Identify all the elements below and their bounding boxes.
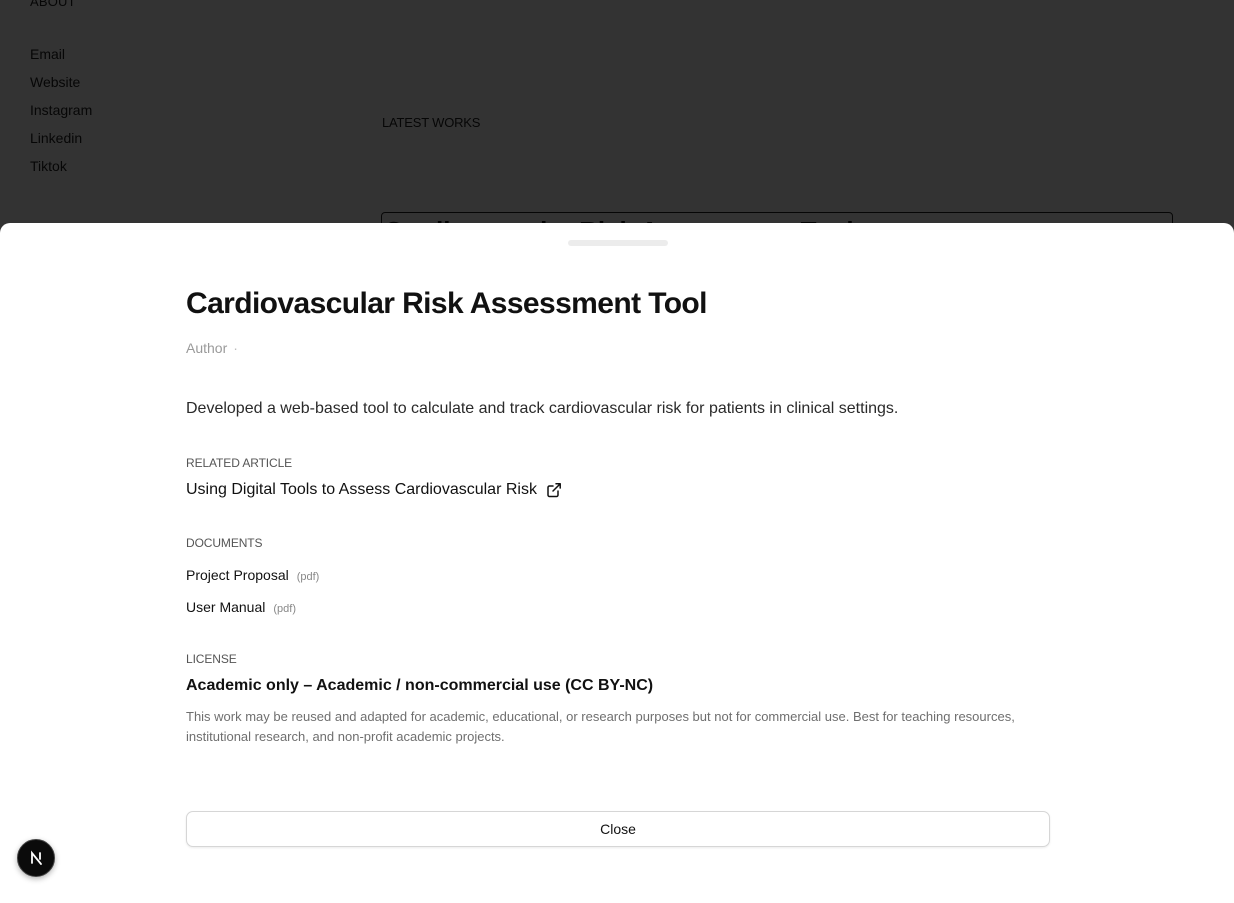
related-article-link[interactable] (186, 481, 562, 499)
document-item[interactable] (186, 599, 296, 615)
document-type: (pdf) (273, 603, 296, 615)
license-description: This work may be reused and adapted for academic, educational, or research purposes but not for commercial use. Best for teaching resources, institutional research, and non-profit academic projects. (186, 709, 1015, 744)
drag-handle[interactable] (568, 240, 668, 246)
document-name: Project Proposal (186, 567, 289, 583)
license-label: LICENSE (186, 652, 237, 666)
author-label: Author (186, 340, 228, 356)
document-type: (pdf) (296, 571, 320, 583)
license-name: Academic only – Academic / non-commercial use (CC BY-NC) (186, 677, 654, 694)
nextjs-logo-icon[interactable] (17, 839, 55, 877)
documents-label: DOCUMENTS (186, 536, 263, 550)
project-title: Cardiovascular Risk Assessment Tool (186, 287, 707, 320)
document-name: User Manual (186, 599, 266, 615)
document-item[interactable] (186, 567, 319, 583)
close-button[interactable]: Close (186, 811, 1050, 847)
project-detail-sheet (0, 223, 1234, 903)
related-article-text: Using Digital Tools to Assess Cardiovascular Risk (186, 481, 537, 498)
related-article-label: RELATED ARTICLE (186, 456, 293, 470)
external-link-icon (546, 482, 562, 498)
meta-separator: · (233, 340, 238, 356)
project-description: Developed a web-based tool to calculate and track cardiovascular risk for patients in clinical settings. (186, 400, 899, 417)
project-meta (186, 340, 238, 356)
